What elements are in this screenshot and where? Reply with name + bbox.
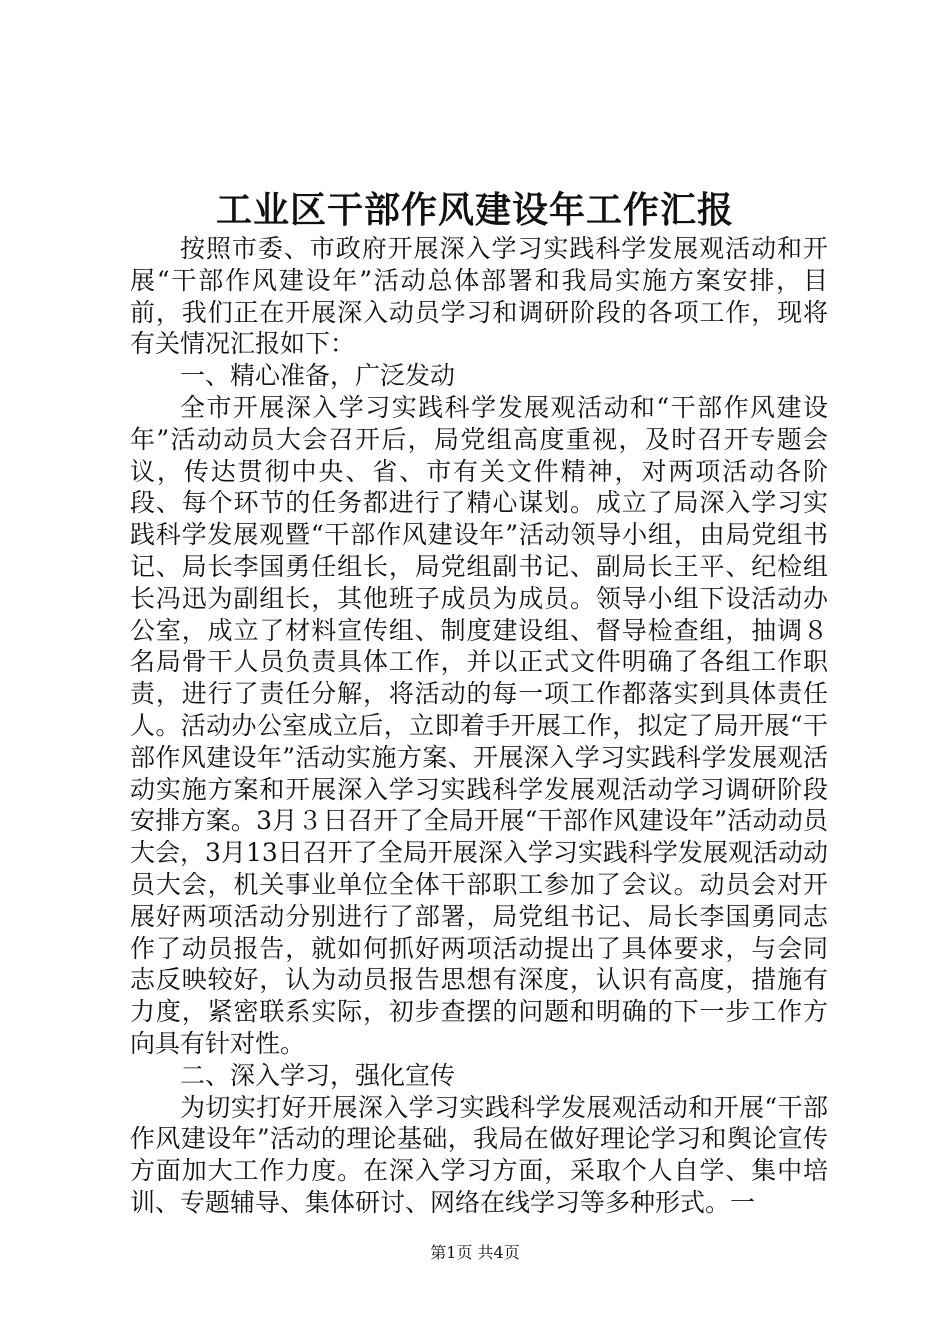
intro-paragraph: 按照市委、市政府开展深入学习实践科学发展观活动和开展“干部作风建设年”活动总体部署和我局实施方案安排，目前，我们正在开展深入动员学习和调研阶段的各项工作，现将有关情况汇报如下： (130, 234, 828, 359)
section-heading-1: 一、精心准备，广泛发动 (180, 361, 456, 391)
document-body (130, 233, 828, 1219)
section-heading-2: 二、深入学习，强化宣传 (180, 1060, 456, 1090)
section-1-paragraph: 全市开展深入学习实践科学发展观活动和“干部作风建设年”活动动员大会召开后，局党组高度重视，及时召开专题会议，传达贯彻中央、省、市有关文件精神，对两项活动各阶段、每个环节的任务都进行了精心谋划。成立了局深入学习实践科学发展观暨“干部作风建设年”活动领导小组，由局党组书记、局长李国勇任组长，局党组副书记、副局长王平、纪检组长冯迅为副组长，其他班子成员为成员。领导小组下设活动办公室，成立了材料宣传组、制度建设组、督导检查组，抽调８名局骨干人员负责具体工作，并以正式文件明确了各组工作职责，进行了责任分解，将活动的每一项工作都落实到具体责任人。活动办公室成立后，立即着手开展工作，拟定了局开展“干部作风建设年”活动实施方案、开展深入学习实践科学发展观活动实施方案和开展深入学习实践科学发展观活动学习调研阶段安排方案。3月３日召开了全局开展“干部作风建设年”活动动员大会，3月13日召开了全局开展深入学习实践科学发展观活动动员大会，机关事业单位全体干部职工参加了会议。动员会对开展好两项活动分别进行了部署，局党组书记、局长李国勇同志作了动员报告，就如何抓好两项活动提出了具体要求，与会同志反映较好，认为动员报告思想有深度，认识有高度，措施有力度，紧密联系实际，初步查摆的问题和明确的下一步工作方向具有针对性。 (130, 392, 828, 1058)
section-2-paragraph: 为切实打好开展深入学习实践科学发展观活动和开展“干部作风建设年”活动的理论基础，我局在做好理论学习和舆论宣传方面加大工作力度。在深入学习方面，采取个人自学、集中培训、专题辅导、集体研讨、网络在线学习等多种形式。一 (130, 1092, 828, 1217)
page-number-footer: 第1页 共4页 (430, 1243, 520, 1262)
document-title: 工业区干部作风建设年工作汇报 (215, 189, 734, 231)
